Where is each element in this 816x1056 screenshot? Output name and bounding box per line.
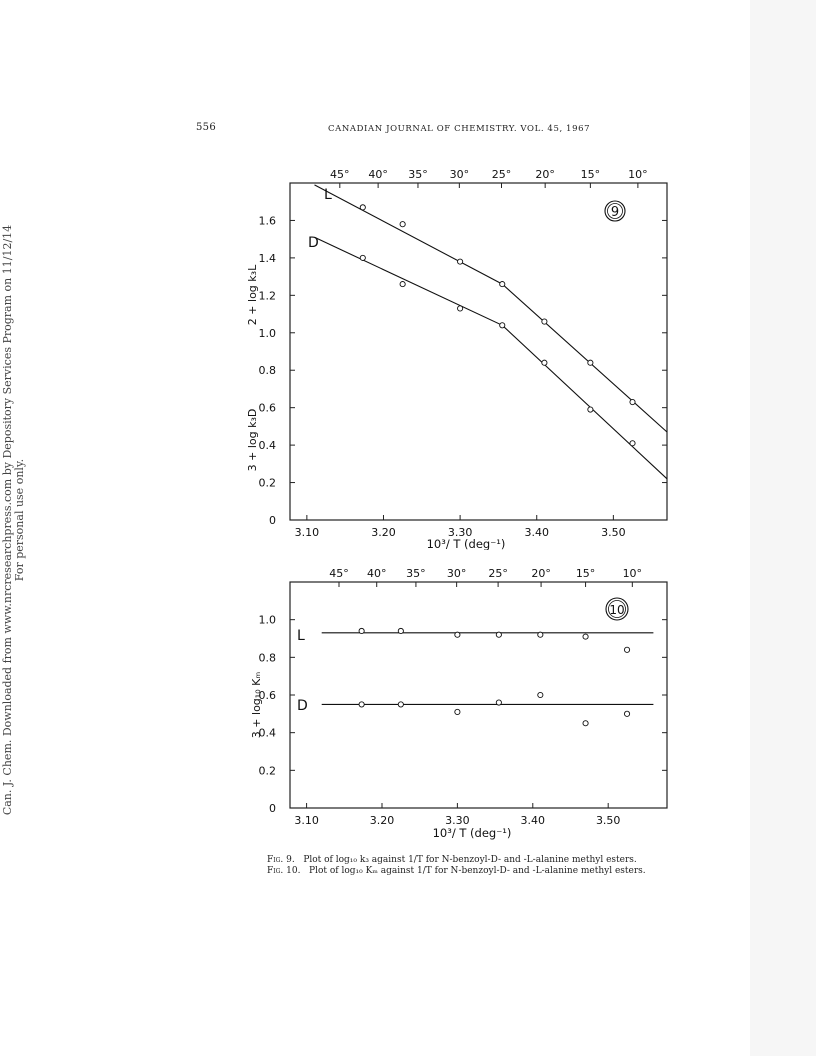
temperature-label: 40°: [366, 567, 387, 580]
temperature-label: 30°: [449, 168, 470, 181]
temperature-label: 10°: [628, 168, 648, 181]
x-tick-label: 3.20: [371, 526, 396, 539]
temperature-label: 10°: [622, 567, 643, 580]
data-point-l: [359, 628, 364, 633]
data-point-l: [630, 399, 635, 404]
figure-captions: [267, 855, 646, 877]
y-axis-label: 3 + log₁₀ Kₘ: [250, 671, 263, 739]
data-point-l: [624, 647, 629, 652]
data-point-d: [583, 721, 588, 726]
y-tick-label: 0.8: [258, 364, 276, 378]
running-header: CANADIAN JOURNAL OF CHEMISTRY. VOL. 45, 1967: [328, 124, 591, 134]
data-point-l: [400, 222, 405, 227]
data-point-d: [400, 282, 405, 287]
series-label-l: L: [324, 187, 332, 203]
temperature-label: 45°: [329, 567, 349, 580]
watermark-line-1: Can. J. Chem. Downloaded from www.nrcresearchpress.com by Depository Services Program on 11/12/14: [1, 224, 14, 816]
data-point-d: [360, 255, 365, 260]
y-tick-label: 0: [269, 802, 276, 815]
temperature-label: 25°: [491, 168, 512, 181]
temperature-label: 20°: [531, 567, 551, 580]
figure-number-badge: [605, 201, 625, 221]
x-axis-label: 10³/ T (deg⁻¹): [426, 537, 506, 550]
y-tick-label: 0.6: [258, 689, 276, 702]
x-tick-label: 3.10: [294, 526, 320, 539]
download-watermark: [2, 200, 26, 840]
y-tick-label: 1.0: [258, 326, 276, 340]
temperature-label: 15°: [580, 168, 601, 181]
data-point-l: [588, 360, 593, 365]
x-tick-label: 3.30: [447, 526, 473, 539]
data-point-d: [588, 407, 593, 412]
figure-number: 10: [609, 603, 625, 617]
data-point-l: [500, 282, 505, 287]
data-point-l: [583, 634, 588, 639]
data-point-d: [496, 700, 501, 705]
y-axis-label-upper: 2 + log k₃L: [246, 264, 259, 326]
scan-margin: [750, 0, 816, 1056]
series-label-d: D: [308, 235, 319, 251]
y-tick-label: 1.4: [258, 251, 276, 265]
y-tick-label: 0.8: [258, 651, 276, 665]
x-tick-label: 3.10: [294, 814, 319, 827]
data-point-d: [359, 702, 364, 707]
y-tick-label: 1.2: [258, 289, 276, 303]
data-point-l: [458, 259, 463, 264]
data-point-d: [538, 692, 543, 697]
y-tick-label: 0.4: [258, 726, 276, 740]
y-tick-label: 0: [269, 514, 276, 527]
caption-fig-10: Fig. 10. Plot of log₁₀ Kₘ against 1/T for N-benzoyl-D- and -L-alanine methyl esters.: [267, 866, 646, 876]
figure-number: 9: [610, 205, 620, 220]
series-label-l: L: [297, 628, 305, 644]
data-point-l: [455, 632, 460, 637]
y-tick-label: 1.0: [258, 613, 276, 627]
temperature-label: 30°: [446, 567, 467, 580]
caption-fig-9: Fig. 9. Plot of log₁₀ k₃ against 1/T for N-benzoyl-D- and -L-alanine methyl esters.: [267, 855, 637, 865]
figure-9-chart: [230, 165, 690, 550]
watermark-line-2: For personal use only.: [13, 458, 26, 582]
data-point-d: [624, 711, 629, 716]
x-tick-label: 3.40: [520, 814, 546, 827]
y-tick-label: 0.6: [258, 401, 276, 415]
fit-line-l: [315, 185, 668, 432]
data-point-d: [458, 306, 463, 311]
data-point-l: [542, 319, 547, 324]
plot-frame: [290, 183, 667, 520]
temperature-label: 20°: [535, 168, 555, 181]
y-tick-label: 0.2: [258, 476, 276, 490]
temperature-label: 25°: [488, 567, 508, 580]
temperature-label: 40°: [368, 168, 388, 181]
y-tick-label: 1.6: [258, 214, 276, 228]
data-point-l: [360, 205, 365, 210]
x-tick-label: 3.20: [369, 814, 395, 827]
page-number: 556: [196, 122, 216, 133]
temperature-label: 45°: [330, 168, 350, 181]
data-point-d: [542, 360, 547, 365]
data-point-d: [630, 441, 635, 446]
temperature-label: 35°: [408, 168, 428, 181]
data-point-l: [496, 632, 501, 637]
x-tick-label: 3.50: [601, 526, 626, 539]
series-label-d: D: [297, 698, 308, 714]
figure-number-badge: [606, 598, 628, 620]
x-tick-label: 3.50: [595, 814, 621, 827]
y-tick-label: 0.4: [258, 439, 276, 453]
data-point-d: [455, 709, 460, 714]
x-tick-label: 3.30: [445, 814, 470, 827]
data-point-l: [538, 632, 543, 637]
data-point-l: [398, 628, 403, 633]
data-point-d: [500, 323, 505, 328]
temperature-label: 35°: [406, 567, 426, 580]
figure-10-chart: [230, 565, 690, 850]
x-tick-label: 3.40: [524, 526, 549, 539]
data-point-d: [398, 702, 403, 707]
y-tick-label: 0.2: [258, 764, 276, 778]
fit-line-d: [315, 237, 668, 478]
y-axis-label-lower: 3 + log k₃D: [246, 408, 259, 472]
x-axis-label: 10³/ T (deg⁻¹): [432, 826, 512, 840]
temperature-label: 15°: [575, 567, 596, 580]
